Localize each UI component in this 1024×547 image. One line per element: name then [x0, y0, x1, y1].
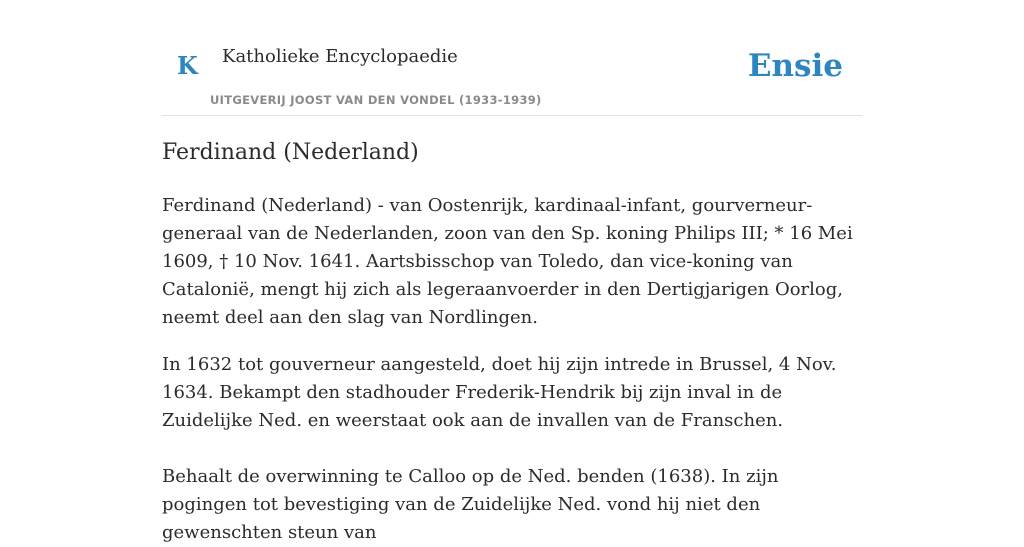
encyclopedia-logo[interactable]: K — [177, 51, 198, 80]
publisher-label: UITGEVERIJ JOOST VAN DEN VONDEL (1933-1939) — [210, 93, 542, 107]
article-paragraph: Ferdinand (Nederland) - van Oostenrijk, kardinaal-infant, gourverneur-generaal van de Nederlanden, zoon van den Sp. koning Philips III; * 16 Mei 1609, † 10 Nov. 1641. Aartsbisschop van Toledo, dan vice-koning van Catalonië, mengt hij zich als legeraanvoerder in den Dertigjarigen Oorlog, neemt deel aan den slag van Nordlingen. — [162, 195, 853, 328]
ensie-brand-link[interactable]: Ensie — [747, 48, 843, 84]
article-paragraph: In 1632 tot gouverneur aangesteld, doet hij zijn intrede in Brussel, 4 Nov. 1634. Bekampt den stadhouder Frederik-Hendrik bij zijn inval in de Zuidelijke Ned. en weerstaat ook aan de invallen van de Franschen. — [162, 354, 837, 431]
article-paragraph: Behaalt de overwinning te Calloo op de Ned. benden (1638). In zijn pogingen tot bevestiging van de Zuidelijke Ned. vond hij niet den gewenschten steun van — [162, 466, 779, 543]
book-title-link[interactable]: Katholieke Encyclopaedie — [222, 46, 458, 67]
site-header — [162, 0, 862, 116]
article-title: Ferdinand (Nederland) — [162, 140, 419, 165]
page-container — [162, 0, 862, 543]
